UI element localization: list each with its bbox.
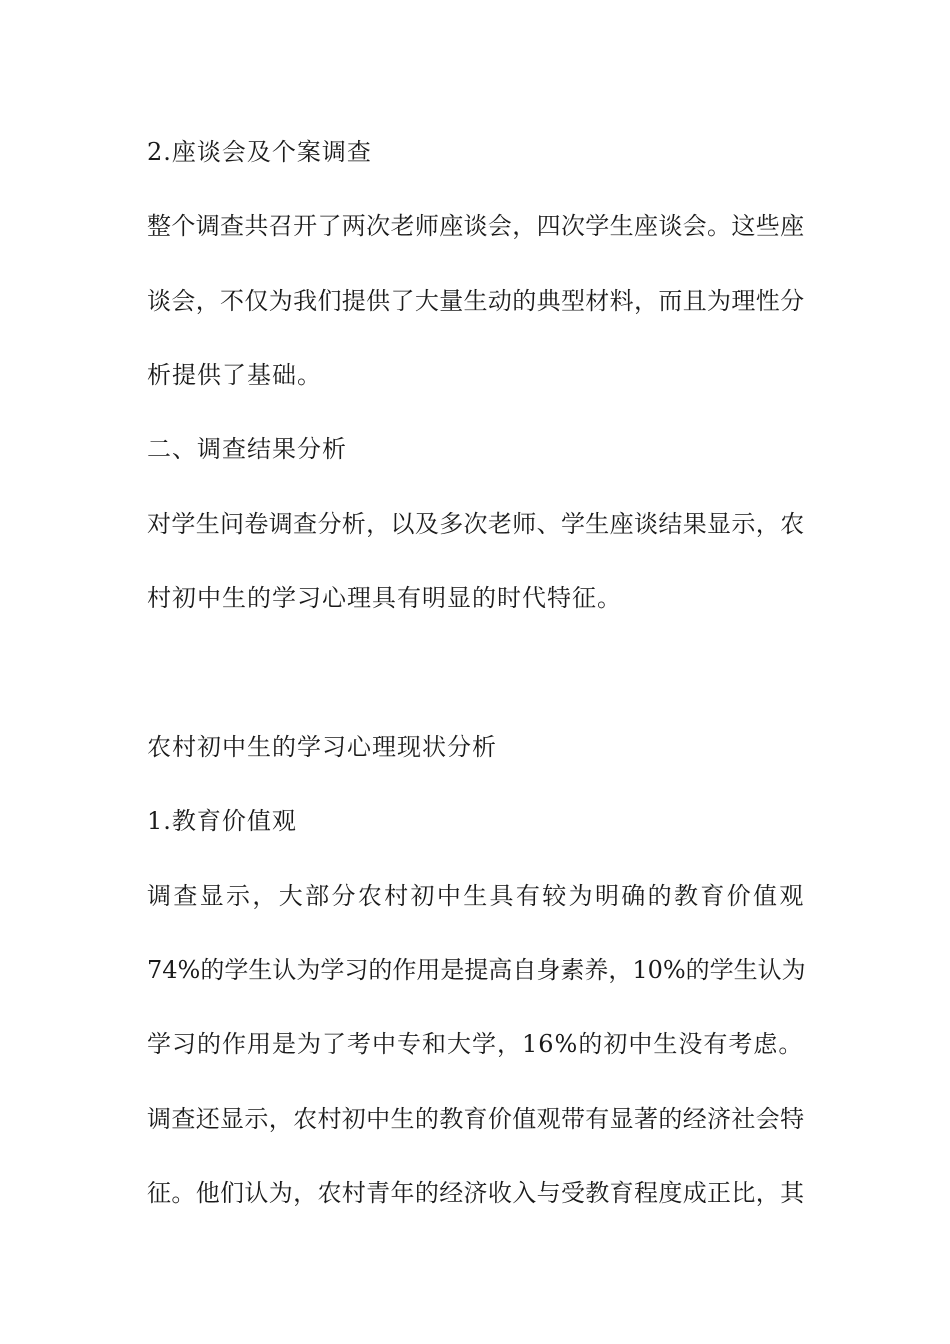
- subheading-education-values: 1.教育价值观: [147, 807, 297, 835]
- paragraph-line: 调查显示，大部分农村初中生具有较为明确的教育价值观: [147, 882, 806, 910]
- subheading-symposium-case-survey: 2.座谈会及个案调查: [147, 138, 372, 166]
- section-heading-results: 二、调查结果分析: [147, 435, 347, 463]
- subheading-current-status: 农村初中生的学习心理现状分析: [147, 733, 497, 761]
- paragraph-line: 征。他们认为，农村青年的经济收入与受教育程度成正比，其: [147, 1179, 805, 1207]
- paragraph-line: 谈会，不仅为我们提供了大量生动的典型材料，而且为理性分: [147, 287, 805, 315]
- paragraph-line: 村初中生的学习心理具有明显的时代特征。: [147, 584, 622, 612]
- paragraph-line: 对学生问卷调查分析，以及多次老师、学生座谈结果显示，农: [147, 510, 805, 538]
- paragraph-line: 析提供了基础。: [147, 361, 322, 389]
- paragraph-line: 74%的学生认为学习的作用是提高自身素养，10%的学生认为: [147, 956, 806, 984]
- paragraph-line: 整个调查共召开了两次老师座谈会，四次学生座谈会。这些座: [147, 212, 805, 240]
- paragraph-line: 调查还显示，农村初中生的教育价值观带有显著的经济社会特: [147, 1105, 805, 1133]
- paragraph-line: 学习的作用是为了考中专和大学，16%的初中生没有考虑。: [147, 1030, 804, 1058]
